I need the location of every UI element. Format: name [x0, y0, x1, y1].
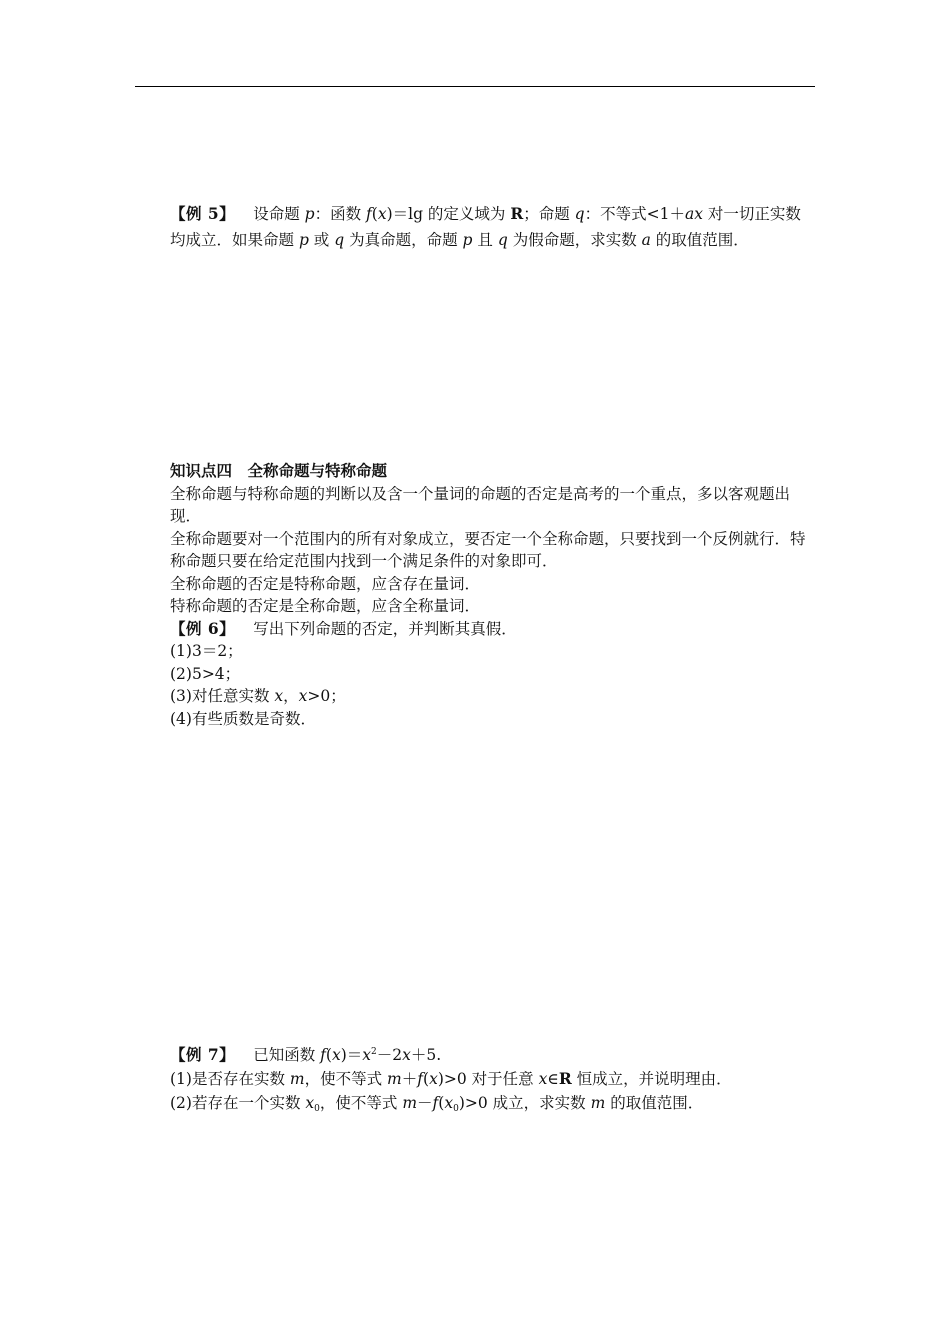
paragraph: 全称命题与特称命题的判断以及含一个量词的命题的否定是高考的一个重点，多以客观题出现．	[170, 484, 791, 525]
text: ∈	[547, 1070, 559, 1088]
var-a: a	[641, 231, 651, 249]
set-R: R	[510, 204, 524, 223]
var-p: p	[298, 231, 309, 249]
example-7-line-3	[170, 1091, 816, 1115]
set-R: R	[558, 1069, 572, 1088]
text: (	[371, 205, 378, 223]
var-x: x	[274, 687, 284, 705]
example-6-item-4: (4)有些质数是奇数．	[170, 709, 316, 728]
example-7-tag: 【例 7】	[170, 1045, 236, 1064]
text: ＋5.	[410, 1046, 442, 1064]
text: 均成立．如果命题	[170, 231, 299, 249]
text: >0；	[307, 687, 346, 705]
text: 为真命题，命题	[344, 231, 463, 249]
example-5	[170, 201, 816, 253]
text: ：函数	[314, 205, 366, 223]
var-p: p	[304, 205, 315, 223]
text: －	[417, 1094, 433, 1112]
var-x: x	[305, 1094, 315, 1112]
var-f: f	[366, 205, 372, 223]
section-heading: 知识点四 全称命题与特称命题	[170, 461, 388, 480]
example-5-line-2	[170, 227, 816, 253]
text: )＝	[340, 1046, 363, 1064]
example-5-line-1	[170, 201, 816, 227]
text: ；命题	[523, 205, 575, 223]
var-x: x	[298, 687, 308, 705]
var-m: m	[387, 1070, 402, 1088]
text: ，	[283, 687, 299, 705]
var-x: x	[331, 1046, 341, 1064]
text: 恒成立，并说明理由．	[571, 1070, 732, 1088]
text: 且	[472, 231, 498, 249]
example-6-prompt	[170, 618, 816, 641]
paragraph: 全称命题的否定是特称命题，应含存在量词．	[170, 574, 481, 593]
text: 为假命题，求实数	[507, 231, 642, 249]
example-5-tag: 【例 5】	[170, 204, 236, 223]
paragraph: 特称命题的否定是全称命题，应含全称量词．	[170, 597, 481, 615]
var-f: f	[432, 1094, 439, 1112]
text: ，使不等式	[319, 1094, 403, 1112]
example-6-tag: 【例 6】	[170, 618, 236, 638]
text: (3)对任意实数	[170, 687, 275, 705]
text: ：不等式<1＋	[584, 205, 685, 223]
header-rule	[135, 86, 815, 87]
var-f: f	[320, 1046, 326, 1064]
subscript: 0	[314, 1104, 320, 1114]
exponent: 2	[371, 1047, 377, 1057]
var-m: m	[402, 1094, 418, 1112]
text: 或	[308, 231, 335, 249]
var-q: q	[334, 231, 345, 249]
var-x: x	[538, 1070, 548, 1088]
text: 对一切正实数	[702, 205, 801, 223]
text: 已知函数	[253, 1046, 321, 1064]
example-7-line-1	[170, 1043, 816, 1067]
example-6-item-2: (2)5>4；	[170, 664, 241, 683]
text: 的取值范围．	[605, 1094, 704, 1112]
text: ＋	[401, 1070, 418, 1088]
text: (1)是否存在实数	[170, 1070, 290, 1088]
text: (	[438, 1094, 445, 1112]
var-x: x	[444, 1094, 454, 1112]
knowledge-point-4	[170, 460, 816, 730]
var-q: q	[497, 231, 508, 249]
example-7	[170, 1043, 816, 1115]
text: (	[325, 1046, 332, 1064]
var-p: p	[462, 231, 473, 249]
text: ，使不等式	[304, 1070, 388, 1088]
example-6-item-3	[170, 685, 816, 708]
subscript: 0	[453, 1104, 459, 1114]
text: )＝lg 的定义域为	[386, 205, 511, 223]
text: 写出下列命题的否定，并判断其真假．	[253, 619, 517, 638]
text: 设命题	[253, 205, 305, 223]
example-6-item-1: (1)3＝2；	[170, 642, 243, 660]
text: )>0 成立，求实数	[458, 1094, 591, 1112]
text: (2)若存在一个实数	[170, 1094, 306, 1112]
var-m: m	[289, 1070, 305, 1088]
text: (	[423, 1070, 430, 1088]
var-x: x	[429, 1070, 438, 1088]
paragraph: 全称命题要对一个范围内的所有对象成立，要否定一个全称命题，只要找到一个反例就行．特称命题只要在给定范围内找到一个满足条件的对象即可．	[170, 529, 806, 570]
var-x: x	[377, 205, 387, 223]
example-7-line-2	[170, 1067, 816, 1091]
text: 的取值范围．	[650, 231, 749, 249]
text: )>0 对于任意	[437, 1070, 539, 1088]
var-x: x	[402, 1046, 411, 1064]
var-x: x	[362, 1046, 371, 1064]
text: －2	[376, 1046, 403, 1064]
var-ax: ax	[684, 205, 703, 223]
var-q: q	[574, 205, 585, 223]
var-f: f	[417, 1070, 423, 1088]
var-m: m	[590, 1094, 606, 1112]
